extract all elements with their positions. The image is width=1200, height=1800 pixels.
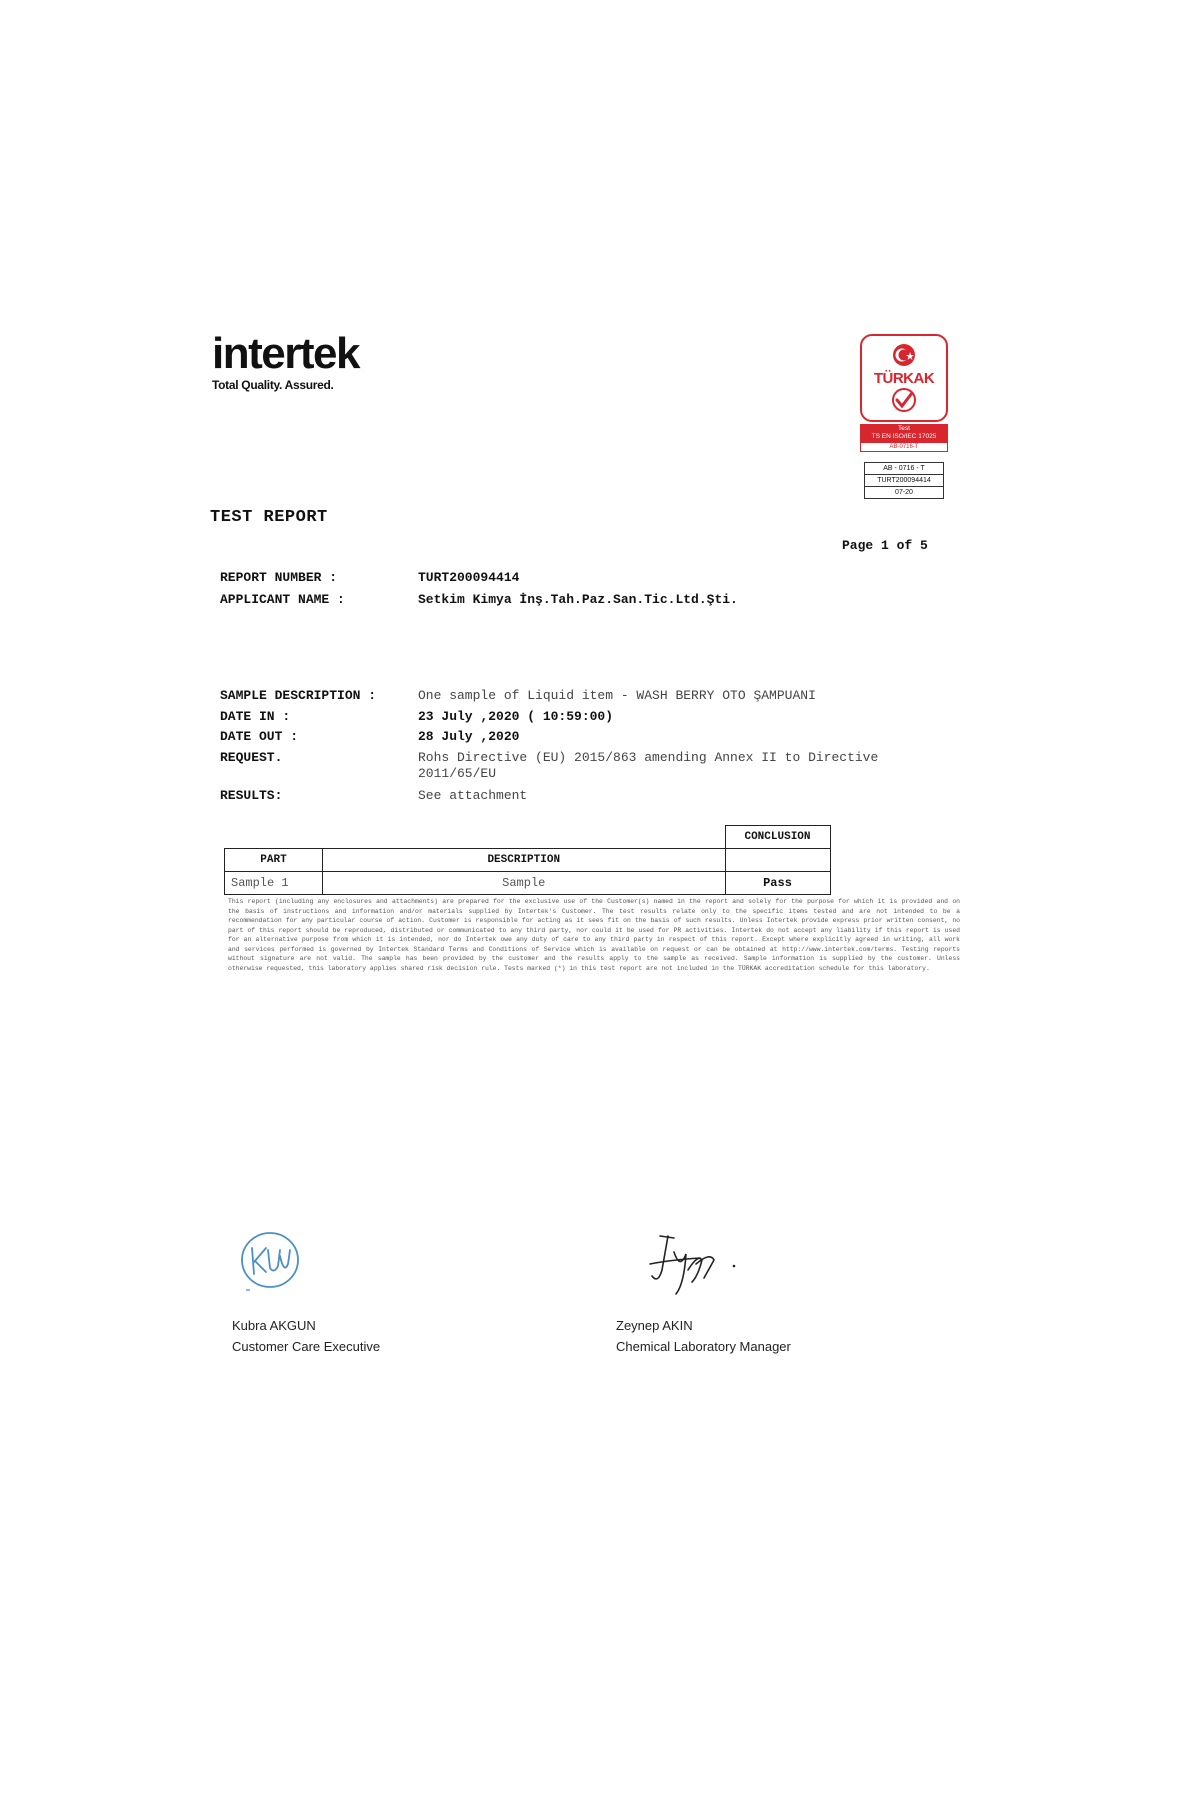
conclusion-cell: Pass xyxy=(725,872,830,895)
date-in-label: DATE IN : xyxy=(220,709,291,724)
signature-kubra-akgun-image xyxy=(232,1226,312,1298)
sample-description-label: SAMPLE DESCRIPTION : xyxy=(220,688,377,703)
turkak-badge xyxy=(860,334,948,422)
request-value-line1: Rohs Directive (EU) 2015/863 amending Annex II to Directive xyxy=(418,750,879,765)
signatory-2-name: Zeynep AKIN xyxy=(616,1318,693,1333)
request-label: REQUEST. xyxy=(220,750,283,765)
signature-zeynep-akin-image xyxy=(640,1230,750,1300)
results-label: RESULTS: xyxy=(220,788,283,803)
report-number-label: REPORT NUMBER : xyxy=(220,570,338,585)
report-number-value: TURT200094414 xyxy=(418,570,520,585)
request-value-line2: 2011/65/EU xyxy=(418,766,497,781)
conclusion-header: CONCLUSION xyxy=(725,826,830,849)
date-out-value: 28 July ,2020 xyxy=(418,729,520,744)
page-number: Page 1 of 5 xyxy=(842,538,928,553)
logo-tagline: Total Quality. Assured. xyxy=(212,378,334,392)
applicant-name-label: APPLICANT NAME : xyxy=(220,592,345,607)
disclaimer-text: This report (including any enclosures and attachments) are prepared for the exclusive use of the Customer(s) named in the report and solely for the purpose for which it is provided and on the basis of instructions and information and/or materials supplied by Intertek's Customer. The test results relate only to the specific items tested and are not intended to be a recommendation for any particular course of action. Customer is responsible for acting as it sees fit on the basis of such results. Unless Intertek provide express prior written consent, no part of this report should be reproduced, distributed or communicated to any third party, nor could it be used for PR activities. Intertek do not accept any liability if this report is used for an alternative purpose from which it is intended, nor do Intertek owe any duty of care to any third party in respect of this report. Except where explicitly agreed in writing, all work and services performed is governed by Intertek Standard Terms and Conditions of Service which is available on request or can be obtained at http://www.intertek.com/terms. Testing reports without signature are not valid. The sample has been provided by the customer and the results apply to the sample as received. Sample information is supplied by the customer. Unless otherwise requested, this laboratory applies shared risk decision rule. Tests marked (*) in this test report are not included in the TÜRKAK accreditation schedule for this laboratory. xyxy=(228,898,960,972)
signatory-1-role: Customer Care Executive xyxy=(232,1339,381,1354)
description-cell: Sample xyxy=(323,872,726,895)
date-in-value: 23 July ,2020 ( 10:59:00) xyxy=(418,709,614,724)
part-header: PART xyxy=(225,849,323,872)
turkak-box-line: 07-20 xyxy=(864,487,944,499)
sample-description-value: One sample of Liquid item - WASH BERRY OTO ŞAMPUANI xyxy=(418,688,816,703)
part-cell: Sample 1 xyxy=(225,872,323,895)
description-header: DESCRIPTION xyxy=(323,849,726,872)
turkak-box-line: TURT200094414 xyxy=(864,475,944,487)
turkak-band-code: AB-0716-T xyxy=(860,442,948,452)
turkak-reference-box xyxy=(864,462,944,499)
signatory-1-name: Kubra AKGUN xyxy=(232,1318,316,1333)
applicant-name-value: Setkim Kimya İnş.Tah.Paz.San.Tic.Ltd.Şti. xyxy=(418,592,738,607)
turkak-brand-text: TÜRKAK xyxy=(873,370,935,387)
results-table xyxy=(224,825,831,895)
logo-wordmark: intertek xyxy=(212,329,359,378)
results-value: See attachment xyxy=(418,788,528,803)
turkak-box-line: AB - 0716 - T xyxy=(864,462,944,475)
turkak-accreditation-mark xyxy=(860,334,948,499)
turkak-band: Test TS EN ISO/IEC 17025 xyxy=(860,424,948,442)
table-row xyxy=(225,872,831,895)
intertek-logo xyxy=(212,329,432,392)
report-title: TEST REPORT xyxy=(210,508,328,527)
date-out-label: DATE OUT : xyxy=(220,729,299,744)
signatory-2-role: Chemical Laboratory Manager xyxy=(616,1339,791,1354)
